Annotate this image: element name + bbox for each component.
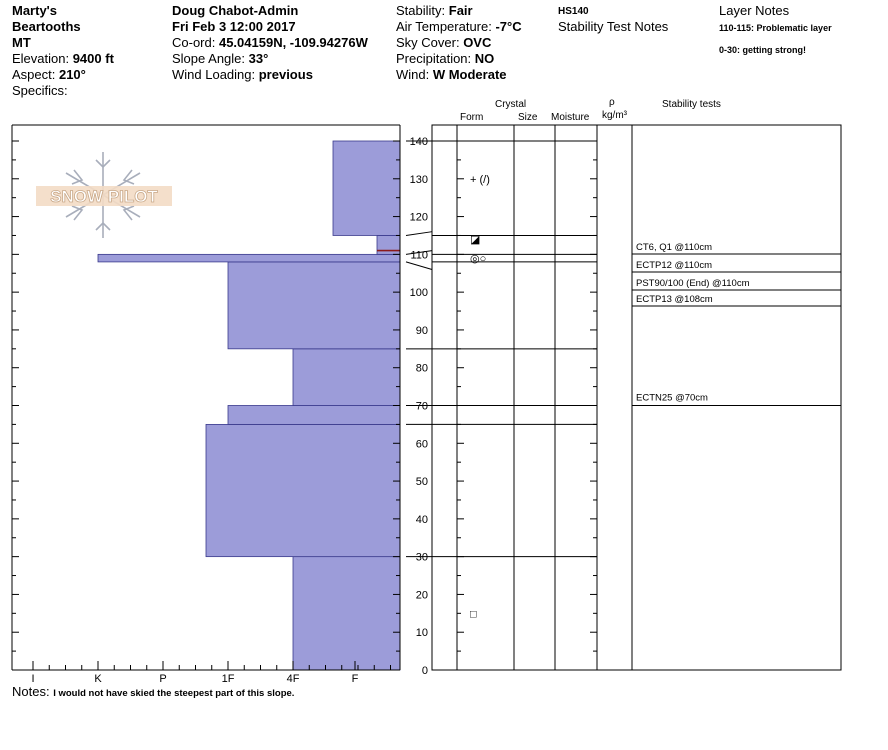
hardness-label: 1F xyxy=(221,673,235,685)
layer-lines xyxy=(406,141,597,670)
hardness-label: K xyxy=(94,673,102,685)
crystal-form-symbol: + (/) xyxy=(470,173,490,186)
density-unit: kg/m³ xyxy=(602,110,627,121)
stability-test-label: PST90/100 (End) @110cm xyxy=(636,278,750,289)
hardness-bar xyxy=(333,141,400,235)
y-tick-label: 100 xyxy=(409,287,428,300)
crystal-heading: Crystal xyxy=(495,99,527,110)
stability-test-label: ECTP13 @108cm xyxy=(636,294,713,305)
density-symbol: ρ xyxy=(609,97,615,108)
specifics: Specifics: xyxy=(12,83,68,98)
stability-test-notes-heading: Stability Test Notes xyxy=(558,19,669,34)
hardness-profile xyxy=(98,141,400,670)
location-name: Marty's xyxy=(12,3,57,18)
y-tick-label: 0 xyxy=(421,665,428,677)
stability-test-label: CT6, Q1 @110cm xyxy=(636,242,712,253)
hardness-bar xyxy=(293,557,400,670)
layer-note-1: 110-115: Problematic layer xyxy=(719,23,832,33)
hardness-bar xyxy=(206,424,400,556)
snow-pilot-logo xyxy=(36,152,172,238)
crystal-form-symbol: ◪ xyxy=(470,234,481,247)
air-temperature: Air Temperature: -7°C xyxy=(396,19,522,34)
y-tick-label: 120 xyxy=(409,211,428,224)
layer-note-2: 0-30: getting strong! xyxy=(719,45,806,55)
hardness-label: P xyxy=(159,673,167,685)
hardness-label: I xyxy=(31,673,35,685)
range-name: Beartooths xyxy=(12,19,81,34)
y-tick-label: 10 xyxy=(415,627,428,640)
wind: Wind: W Moderate xyxy=(396,67,507,82)
y-tick-label: 130 xyxy=(409,173,428,186)
hardness-bar xyxy=(228,262,400,349)
crystal-form-symbol: ◎○ xyxy=(470,253,487,266)
form-heading: Form xyxy=(460,112,484,123)
y-tick-label: 40 xyxy=(415,513,428,526)
logo-text: SNOW PILOT xyxy=(50,187,158,206)
snow-height: HS140 xyxy=(558,6,589,17)
y-tick-label: 60 xyxy=(415,438,428,451)
precipitation: Precipitation: NO xyxy=(396,51,495,66)
stability-tests-heading: Stability tests xyxy=(662,99,721,110)
hardness-bar xyxy=(98,254,400,262)
sky-cover: Sky Cover: OVC xyxy=(396,35,492,50)
y-tick-label: 90 xyxy=(415,324,428,337)
coordinates: Co-ord: 45.04159N, -109.94276W xyxy=(172,35,368,50)
y-tick-label: 30 xyxy=(415,551,428,564)
hardness-label: F xyxy=(351,673,359,685)
observer-name: Doug Chabot-Admin xyxy=(172,3,299,18)
crystal-form-symbol: □ xyxy=(470,608,477,621)
slope-angle: Slope Angle: 33° xyxy=(172,51,269,66)
crystal-forms xyxy=(470,174,490,621)
layer-notes-heading: Layer Notes xyxy=(719,3,790,18)
stability-tests-column xyxy=(632,237,841,406)
y-tick-label: 140 xyxy=(409,136,428,148)
observation-datetime: Fri Feb 3 12:00 2017 xyxy=(172,19,296,34)
notes: Notes: I would not have skied the steepest part of this slope. xyxy=(12,684,295,699)
moisture-heading: Moisture xyxy=(551,112,590,123)
hardness-bar xyxy=(293,349,400,406)
elevation: Elevation: 9400 ft xyxy=(12,51,114,66)
stability-rating: Stability: Fair xyxy=(396,3,473,18)
hardness-bar xyxy=(377,235,400,254)
hardness-bar xyxy=(228,406,400,425)
state-name: MT xyxy=(12,35,31,50)
wind-loading: Wind Loading: previous xyxy=(172,67,313,82)
chart-frame xyxy=(12,125,841,670)
aspect: Aspect: 210° xyxy=(12,67,86,82)
stability-test-label: ECTP12 @110cm xyxy=(636,260,712,271)
layer-connector xyxy=(406,232,432,236)
hardness-label: 4F xyxy=(286,673,300,685)
layer-connector xyxy=(406,262,432,270)
y-tick-label: 20 xyxy=(415,589,428,602)
y-tick-label: 80 xyxy=(415,362,428,375)
size-heading: Size xyxy=(518,112,538,123)
y-tick-label: 50 xyxy=(415,476,428,489)
y-tick-label: 110 xyxy=(410,249,428,262)
stability-test-label: ECTN25 @70cm xyxy=(636,392,708,404)
y-tick-label: 70 xyxy=(415,400,428,413)
